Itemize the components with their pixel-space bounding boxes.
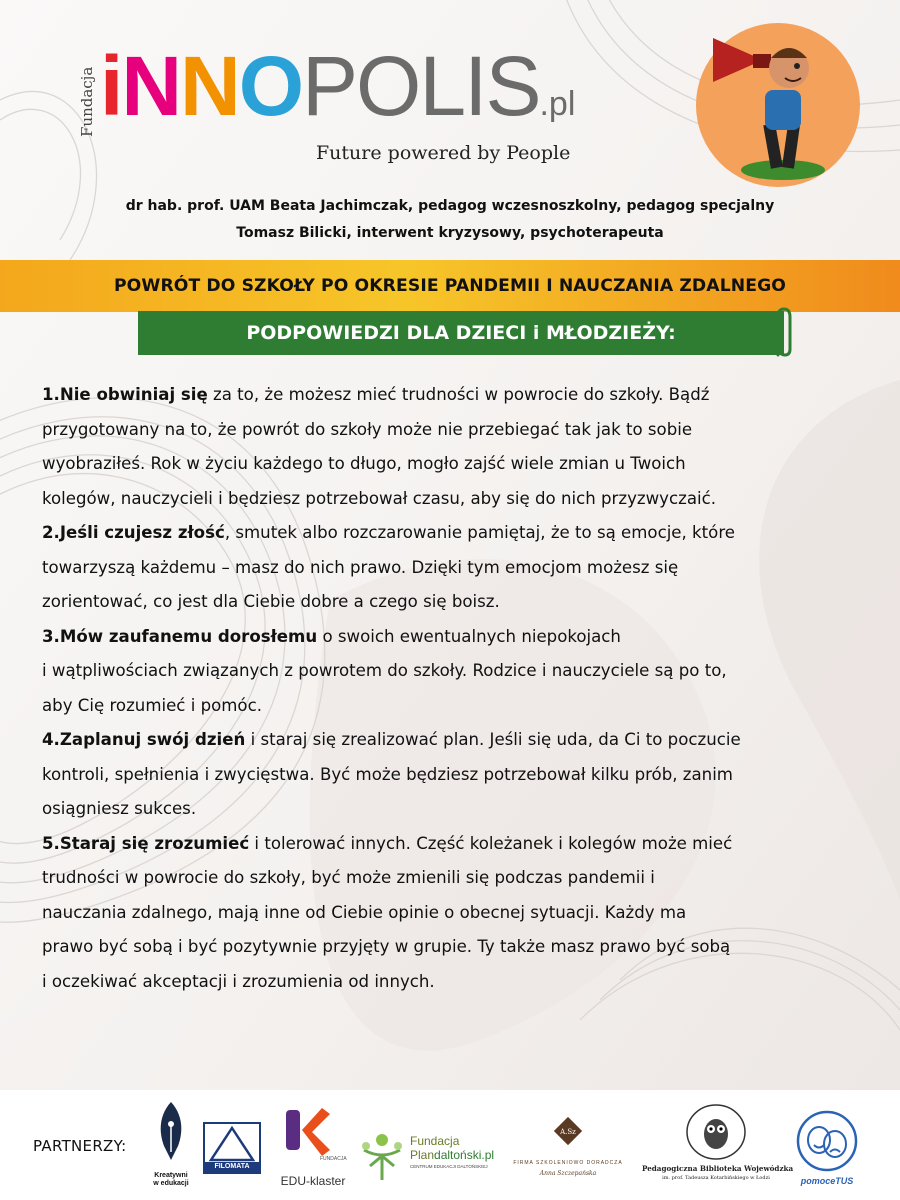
tip-heading: 3.Mów zaufanemu dorosłemu xyxy=(42,626,318,646)
partner-kreatywni-text xyxy=(142,1172,200,1188)
tree-figure-icon xyxy=(360,1126,404,1182)
page-title: POWRÓT DO SZKOŁY PO OKRESIE PANDEMII I NAUCZANIA ZDALNEGO xyxy=(113,276,786,296)
tip-line: i wątpliwościach związanych z powrotem do szkoły. Rodzice i nauczyciele są po to, xyxy=(42,661,727,680)
partner-plan-line2 xyxy=(410,1148,494,1162)
tip-heading: 4.Zaplanuj swój dzień xyxy=(42,730,246,749)
tip-text: i tolerować innych. Część koleżanek i kolegów może mieć xyxy=(249,833,733,853)
tip-item xyxy=(42,378,864,516)
tips-list xyxy=(42,378,864,999)
tip-item xyxy=(42,516,864,620)
tip-line: przygotowany na to, że powrót do szkoły może nie przebiegać tak jak to sobie xyxy=(42,419,693,439)
partner-kreatywni-line2: w edukacji xyxy=(153,1180,189,1187)
partner-logo-plandaltonski[interactable] xyxy=(360,1100,520,1195)
partner-logo-filomata[interactable] xyxy=(203,1100,261,1195)
tip-line: wyobraziłeś. Rok w życiu każdego to długo, mogło zajść wiele zmian u Twoich xyxy=(42,454,686,473)
tip-line: i oczekiwać akceptacji i zrozumienia od innych. xyxy=(42,971,435,991)
tip-line: aby Cię rozumieć i pomóc. xyxy=(42,695,262,715)
tip-line xyxy=(42,827,864,862)
tip-line: zorientować, co jest dla Ciebie dobre a czego się boisz. xyxy=(42,592,500,611)
tip-item xyxy=(42,723,864,827)
tip-line: trudności w powrocie do szkoły, być może zmienili się podczas pandemii i xyxy=(42,868,655,887)
paperclip-icon xyxy=(770,305,796,361)
tip-line: nauczania zdalnego, mają inne od Ciebie opinie o obecnej sytuacji. Każdy ma xyxy=(42,902,687,922)
partner-pomocetus-text: pomoceTUS xyxy=(800,1176,854,1186)
logo-tagline: Future powered by People xyxy=(316,142,571,164)
logo-letter-o: O xyxy=(238,39,303,133)
tip-line xyxy=(42,620,864,655)
tip-line: osiągniesz sukces. xyxy=(42,799,197,818)
tip-line: prawo być sobą i być pozytywnie przyjęty w grupie. Ty także masz prawo być sobą xyxy=(42,937,731,956)
partner-filomata-text: FILOMATA xyxy=(214,1163,250,1170)
logo-tld: .pl xyxy=(539,85,576,123)
authors-block xyxy=(0,193,900,247)
partners-label: PARTNERZY: xyxy=(33,1137,127,1155)
author-line: dr hab. prof. UAM Beata Jachimczak, pedagog wczesnoszkolny, pedagog specjalny xyxy=(125,198,775,214)
tip-heading: 1.Nie obwiniaj się xyxy=(42,385,208,404)
theatre-masks-icon xyxy=(795,1110,859,1172)
tip-item xyxy=(42,620,864,724)
logo-fundacja-text: Fundacja xyxy=(78,66,96,138)
tip-line: towarzyszą każdemu – masz do nich prawo. Dzięki tym emocjom możesz się xyxy=(42,557,679,577)
megaphone-mascot-icon xyxy=(693,20,863,190)
partner-firma-sign: Anna Szczepańska xyxy=(539,1170,597,1177)
tip-line: kontroli, spełnienia i zwycięstwa. Być może będziesz potrzebował kilku prób, zanim xyxy=(42,764,733,784)
tip-line xyxy=(42,516,864,551)
tip-line xyxy=(42,378,864,413)
partner-edu-small-text: FUNDACJA xyxy=(320,1156,347,1162)
logo-letter-n1: N xyxy=(121,39,181,133)
logo-wordmark xyxy=(100,39,576,146)
tip-text: i staraj się zrealizować plan. Jeśli się uda, da Ci to poczucie xyxy=(245,730,741,749)
partner-logo-firma-szkoleniowa[interactable] xyxy=(505,1100,631,1195)
title-band xyxy=(0,260,900,312)
innopolis-logo xyxy=(78,40,638,170)
fountain-pen-icon xyxy=(148,1100,194,1172)
tip-text: , smutek albo rozczarowanie pamiętaj, że to są emocje, które xyxy=(224,523,735,542)
partner-pbw-line2: im. prof. Tadeusza Kotarbińskiego w Łodzi xyxy=(662,1175,770,1181)
partners-footer xyxy=(0,1090,900,1200)
partner-kreatywni-line1: Kreatywni xyxy=(154,1172,188,1179)
partner-plan-line2b: daltoński.pl xyxy=(434,1148,495,1162)
tip-item xyxy=(42,827,864,1000)
tip-text: o swoich ewentualnych niepokojach xyxy=(317,626,621,646)
partner-logo-edu-klaster[interactable] xyxy=(278,1100,348,1195)
diamond-monogram-icon xyxy=(551,1114,585,1148)
partner-logo-kreatywni[interactable] xyxy=(148,1100,194,1195)
subtitle-band xyxy=(138,311,784,355)
tip-line: kolegów, nauczycieli i będziesz potrzebował czasu, aby się do nich przyzwyczaić. xyxy=(42,488,717,508)
partner-logo-pbw-lodz[interactable] xyxy=(642,1100,794,1195)
partner-pbw-line1: Pedagogiczna Biblioteka Wojewódzka xyxy=(642,1164,794,1173)
partner-firma-text: FIRMA SZKOLENIOWO DORADCZA xyxy=(513,1160,623,1166)
tip-text: za to, że możesz mieć trudności w powrocie do szkoły. Bądź xyxy=(207,385,710,404)
partner-edu-text: EDU-klaster xyxy=(280,1174,346,1188)
page-subtitle: PODPOWIEDZI DLA DZIECI i MŁODZIEŻY: xyxy=(246,322,676,344)
partner-plan-line3: CENTRUM EDUKACJI DALTOŃSKIEJ xyxy=(410,1164,488,1169)
author-line: Tomasz Bilicki, interwent kryzysowy, psychoterapeuta xyxy=(236,225,664,241)
tip-heading: 5.Staraj się zrozumieć xyxy=(42,833,250,853)
tip-heading: 2.Jeśli czujesz złość xyxy=(42,523,225,542)
partner-plan-line2a: Plan xyxy=(410,1148,435,1162)
logo-letter-n2: N xyxy=(180,39,239,133)
partner-logo-pomocetus[interactable] xyxy=(790,1100,864,1195)
logo-polis: POLIS xyxy=(302,39,540,133)
logo-letter-i: i xyxy=(100,39,122,133)
tip-line xyxy=(42,723,864,758)
partner-plan-line1: Fundacja xyxy=(410,1134,460,1148)
edu-klaster-k-icon xyxy=(282,1100,332,1156)
owl-emblem-icon xyxy=(686,1104,746,1160)
svg-text:A.Sz: A.Sz xyxy=(560,1128,576,1136)
